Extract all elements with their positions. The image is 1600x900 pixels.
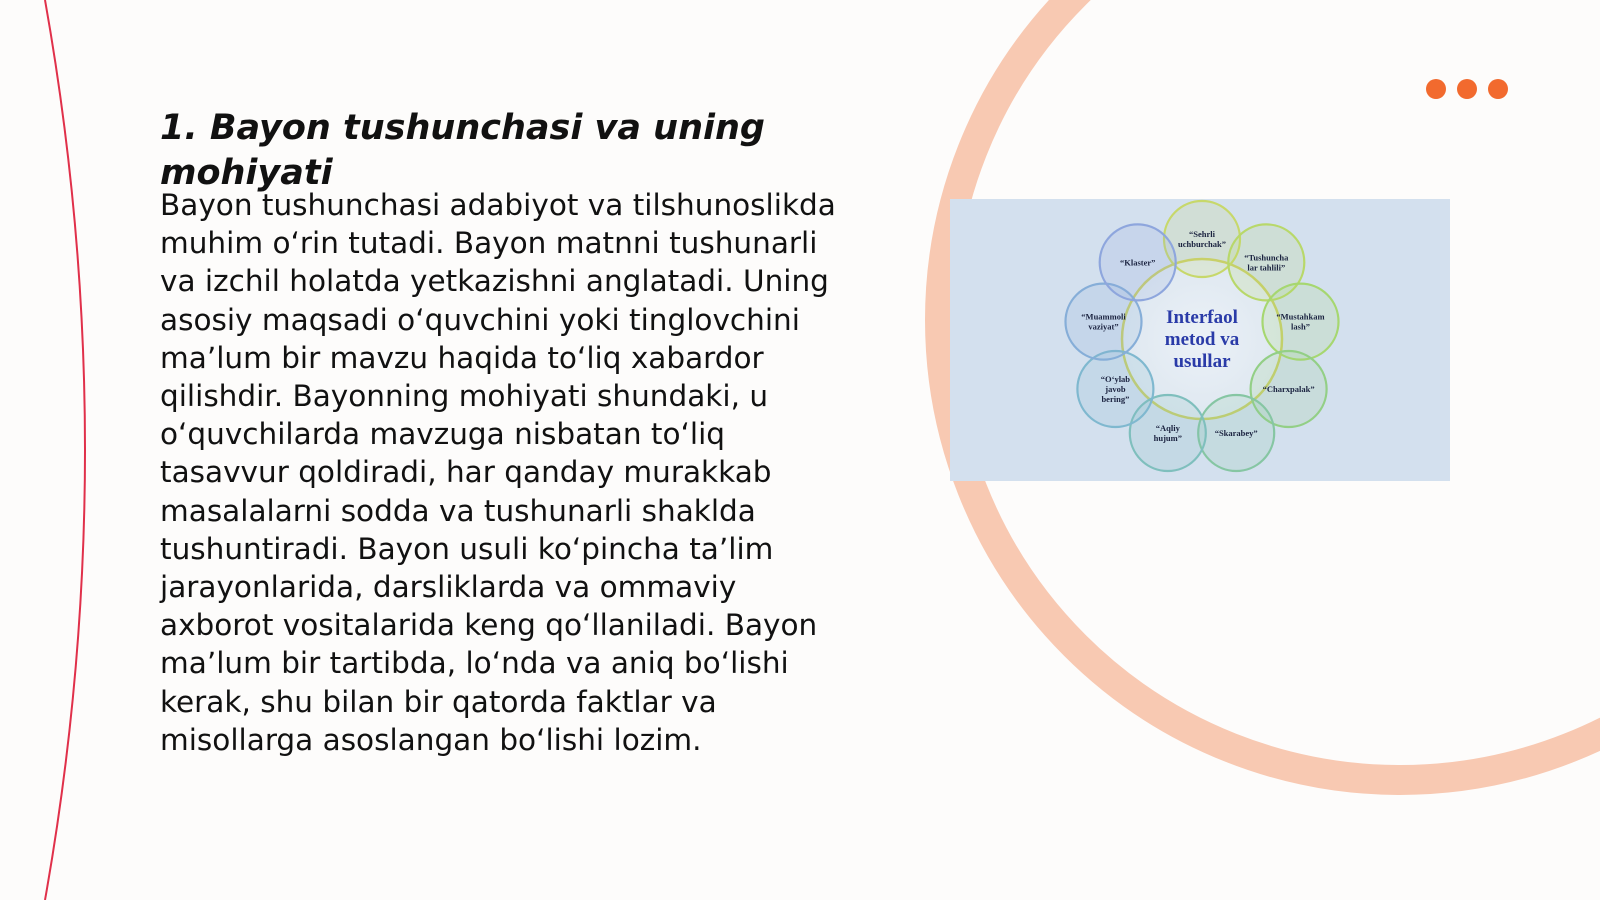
diagram-center-label: Interfaol	[1166, 307, 1238, 328]
more-dots-icon	[1426, 79, 1508, 99]
interactive-methods-diagram	[950, 199, 1450, 481]
diagram-node-label: vaziyat”	[1088, 321, 1119, 332]
diagram-node-label: “Tushuncha	[1244, 252, 1289, 263]
diagram-node-label: “Klaster”	[1119, 257, 1156, 268]
diagram-node-label: “Skarabey”	[1214, 428, 1258, 438]
slide-body: Bayon tushunchasi adabiyot va tilshunoslikda muhim o‘rin tutadi. Bayon matnni tushunarli va izchil holatda yetkazishni anglatadi. Uning asosiy maqsadi o‘quvchini yoki tinglovchini ma’lum bir mavzu haqida to‘liq xabardor qilishdir. Bayonning mohiyati shundaki, u o‘quvchilarda mavzuga nisbatan to‘liq tasavvur qoldiradi, har qanday murakkab masalalarni sodda va tushunarli shakldа tushuntiradi. Bayon usuli ko‘pincha ta’lim jarayonlarida, darsliklarda va ommaviy axborot vositalarida keng qo‘llaniladi. Bayon ma’lum bir tartibda, lo‘nda va aniq bo‘lishi kerak, shu bilan bir qatorda faktlar va misollarga asoslangan bo‘lishi lozim.	[160, 188, 836, 757]
diagram-node-label: “Muammoli	[1081, 311, 1126, 322]
slide-title: 1. Bayon tushunchasi va uning mohiyati	[160, 108, 765, 193]
diagram-center-label: metod va	[1164, 329, 1240, 350]
diagram-node-label: “O‘ylab	[1100, 374, 1131, 384]
diagram-node-label: “Charxpalak”	[1262, 384, 1315, 394]
diagram-node-label: javob	[1105, 384, 1126, 394]
diagram-node-label: lar tahlili”	[1247, 262, 1286, 273]
left-accent-line	[45, 0, 85, 900]
diagram-node-label: lash”	[1291, 321, 1310, 332]
dot-3	[1488, 79, 1508, 99]
diagram-node-label: bering”	[1101, 394, 1130, 404]
dot-2	[1457, 79, 1477, 99]
diagram-center-label: usullar	[1173, 351, 1231, 372]
diagram-image	[950, 199, 1450, 481]
diagram-node-label: hujum”	[1153, 433, 1182, 443]
dot-1	[1426, 79, 1446, 99]
diagram-node-label: “Aqliy	[1155, 423, 1180, 433]
diagram-node-label: uchburchak”	[1177, 239, 1227, 249]
diagram-node-label: “Sehrli	[1189, 229, 1215, 239]
diagram-node-label: “Mustahkam	[1276, 311, 1325, 322]
